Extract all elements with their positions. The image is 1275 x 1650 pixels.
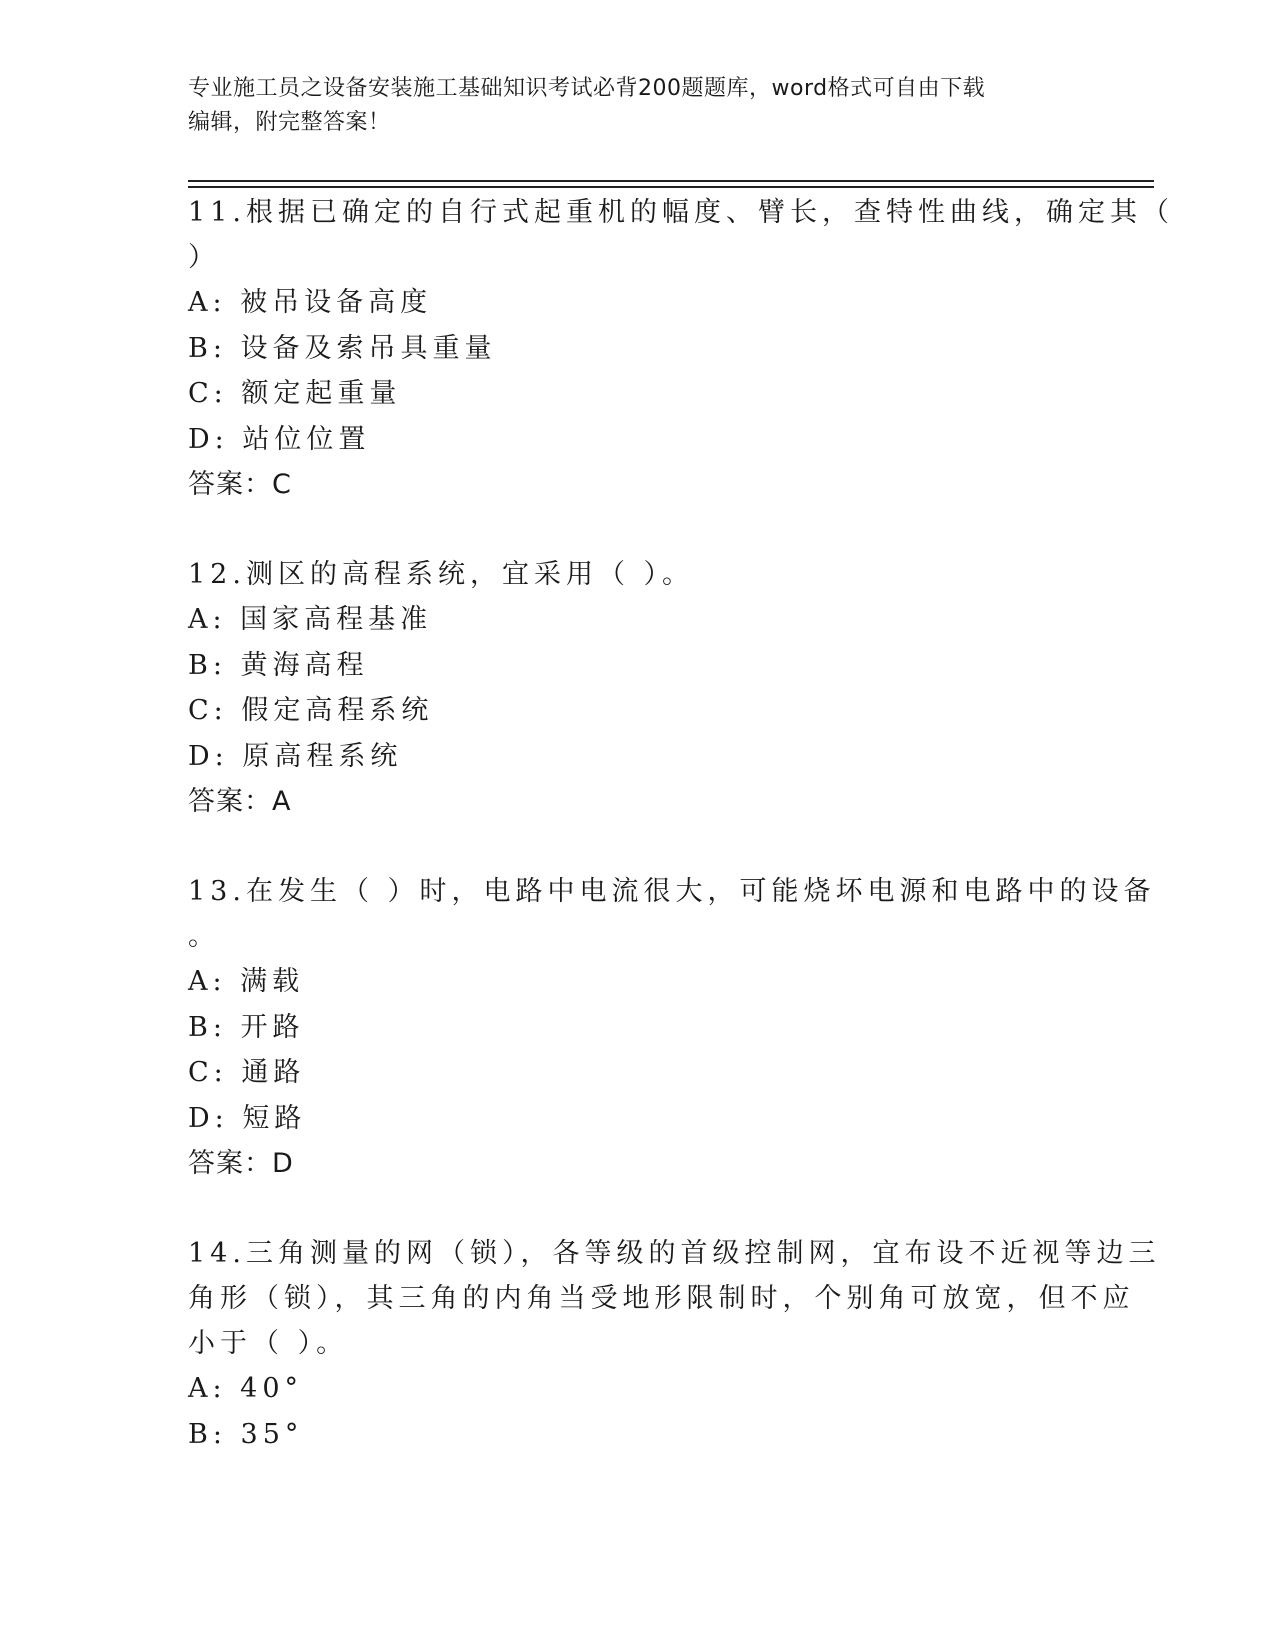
header-line-2: 编辑，附完整答案！ [188,110,391,135]
question-text: 14.三角测量的网（锁），各等级的首级控制网，宜布设不近视等边三 [188,1238,1161,1269]
answer-label: 答案：D [188,1148,294,1179]
question-text: 13.在发生（ ）时，电路中电流很大，可能烧坏电源和电路中的设备 [188,876,1156,907]
option-d: D: 原高程系统 [188,740,403,772]
question-text: 11.根据已确定的自行式起重机的幅度、臂长，查特性曲线，确定其（ [188,197,1174,228]
header-rule-bottom [188,186,1154,188]
option-c: C: 额定起重量 [188,378,402,409]
question-12 [188,552,1088,824]
answer-label: 答案：C [188,469,292,500]
question-text: ） [188,242,220,273]
question-text: 小于（ ）。 [188,1328,349,1359]
option-a: A: 40° [188,1373,304,1404]
question-list [188,190,1174,1457]
header-line-1: 专业施工员之设备安装施工基础知识考试必背200题题库，word格式可自由下载 [188,76,986,101]
option-a: A: 国家高程基准 [188,604,433,635]
option-b: B: 35° [188,1418,304,1450]
question-11 [188,190,1174,507]
header-rule-top [188,180,1154,182]
option-b: B: 设备及索吊具重量 [188,332,497,364]
question-13 [188,869,1156,1186]
option-d: D: 短路 [188,1102,307,1134]
option-c: C: 通路 [188,1057,306,1088]
option-a: A: 满载 [188,966,305,997]
option-b: B: 开路 [188,1011,305,1043]
option-d: D: 站位位置 [188,423,371,455]
question-text: 角形（锁），其三角的内角当受地形限制时，个别角可放宽，但不应 [188,1283,1135,1314]
option-a: A: 被吊设备高度 [188,287,433,318]
option-b: B: 黄海高程 [188,649,369,681]
question-text: 。 [188,921,220,952]
question-14 [188,1231,1161,1457]
document-header [188,72,1068,140]
option-c: C: 假定高程系统 [188,695,434,726]
answer-label: 答案：A [188,786,292,817]
question-text: 12.测区的高程系统，宜采用（ ）。 [188,559,695,590]
